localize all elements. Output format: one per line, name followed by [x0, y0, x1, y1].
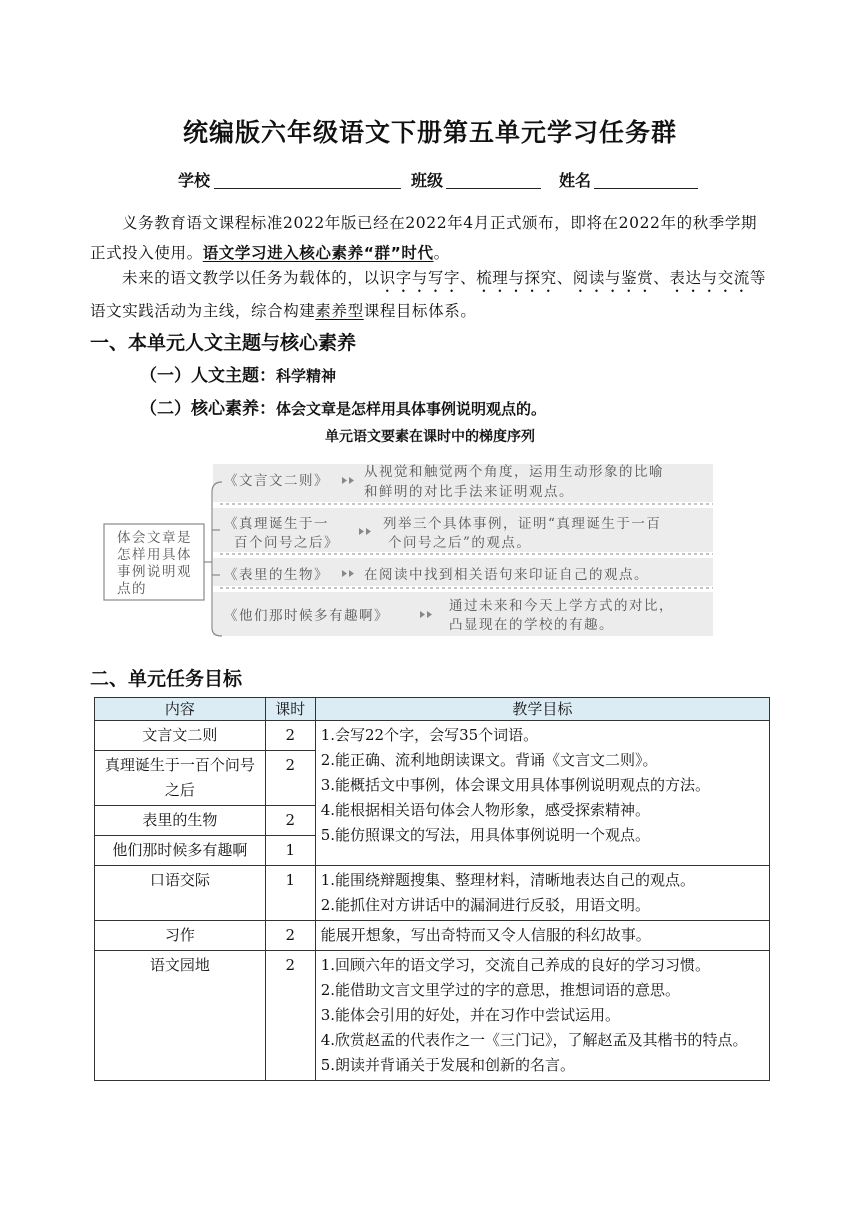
intro-p1-text: 义务教育语文课程标准2022年版已经在2022年4月正式颁布，即将在2022年的秋季学期正式投入使用。 [90, 214, 758, 262]
header-hours: 课时 [265, 698, 315, 721]
theme-label: （一）人文主题： [140, 366, 276, 386]
goal-item: 2.能抓住对方讲话中的漏洞进行反驳，用语文明。 [320, 896, 651, 914]
row-hours: 1 [265, 836, 315, 866]
table-row [95, 921, 770, 951]
class-label: 班级 [411, 171, 444, 190]
goal-item: 2.能借助文言文里学过的字的意思，推想词语的意思。 [320, 981, 681, 999]
goal-item: 3.能体会引用的好处，并在习作中尝试运用。 [320, 1006, 621, 1024]
lesson-1-desc-line2: 和鲜明的对比手法来证明观点。 [364, 484, 574, 500]
class-field[interactable] [446, 188, 541, 189]
row-hours: 2 [265, 751, 315, 806]
lesson-1-desc-line1: 从视觉和触觉两个角度，运用生动形象的比喻 [364, 464, 664, 480]
core-literacy-value: 体会文章是怎样用具体事例说明观点的。 [276, 400, 547, 418]
intro-p1-end: 。 [433, 244, 450, 262]
intro-paragraph-2 [90, 263, 770, 326]
goal-item: 能展开想象，写出奇特而又令人信服的科幻故事。 [320, 926, 651, 944]
row-content: 语文园地 [95, 951, 266, 1081]
row-content: 表里的生物 [95, 806, 266, 836]
row-goals [315, 951, 769, 1081]
table-row [95, 951, 770, 1081]
lesson-2-title-line1: 《真理诞生于一 [224, 516, 329, 532]
intro-p2-b: 等语文实践活动为主线，综合构建 [90, 269, 767, 320]
goal-item: 5.能仿照课文的写法，用具体事例说明一个观点。 [320, 826, 651, 844]
intro-p2-underlined: 素养型 [315, 302, 364, 320]
mindmap-svg [100, 460, 715, 642]
goal-item: 1.会写22个字，会写35个词语。 [320, 726, 539, 744]
document-title: 统编版六年级语文下册第五单元学习任务群 [182, 118, 677, 147]
row-goals-group1 [315, 721, 769, 866]
row-hours: 2 [265, 921, 315, 951]
table-row [95, 866, 770, 921]
goal-item: 2.能正确、流利地朗读课文。背诵《文言文二则》。 [320, 751, 658, 769]
goal-item: 4.欣赏赵孟的代表作之一《三门记》，了解赵孟及其楷书的特点。 [320, 1031, 748, 1049]
lesson-4-desc-line2: 凸显现在的学校的有趣。 [449, 617, 614, 633]
intro-p1-emphasis: 语文学习进入核心素养“群”时代 [202, 244, 434, 262]
lesson-3-title: 《表里的生物》 [224, 567, 329, 583]
goal-item: 3.能概括文中事例，体会课文用具体事例说明观点的方法。 [320, 776, 711, 794]
intro-p2-c: 课程目标体系。 [363, 302, 477, 320]
goal-item: 1.能围绕辩题搜集、整理材料，清晰地表达自己的观点。 [320, 871, 696, 889]
row-hours: 2 [265, 806, 315, 836]
goal-item: 5.朗读并背诵关于发展和创新的名言。 [320, 1056, 576, 1074]
row-goals [315, 921, 769, 951]
row-content: 文言文二则 [95, 721, 266, 751]
table-row [95, 721, 770, 751]
gradient-sequence-diagram [100, 460, 715, 642]
theme-line [140, 361, 336, 386]
row-content: 口语交际 [95, 866, 266, 921]
root-text-2: 怎样用具体 [117, 547, 192, 563]
school-field[interactable] [214, 188, 401, 189]
header-content: 内容 [95, 698, 266, 721]
table-header-row [95, 698, 770, 721]
school-label: 学校 [178, 171, 211, 190]
section2-heading: 二、单元任务目标 [90, 668, 243, 690]
root-text-3: 事例说明观 [117, 564, 192, 580]
task-goals-table [94, 697, 770, 1081]
lesson-2-desc-line1: 列举三个具体事例，证明“真理诞生于一百 [383, 516, 662, 532]
core-literacy-line [140, 394, 546, 419]
intro-paragraph-1 [90, 208, 770, 268]
row-hours: 2 [265, 721, 315, 751]
lesson-2-title-line2: 百个问号之后》 [234, 535, 339, 551]
root-text-4: 点的 [117, 581, 147, 597]
row-content: 习作 [95, 921, 266, 951]
row-hours: 2 [265, 951, 315, 1081]
lesson-1-title: 《文言文二则》 [224, 473, 329, 489]
row-goals [315, 866, 769, 921]
section1-heading: 一、本单元人文主题与核心素养 [90, 332, 357, 354]
theme-value: 科学精神 [276, 367, 337, 385]
name-label: 姓名 [559, 171, 592, 190]
row-hours: 1 [265, 866, 315, 921]
header-goals: 教学目标 [315, 698, 769, 721]
row-content: 他们那时候多有趣啊 [95, 836, 266, 866]
lesson-3-desc: 在阅读中找到相关语句来印证自己的观点。 [364, 567, 649, 583]
intro-p2-dotted: 识字与写字、梳理与探究、阅读与鉴赏、表达与交流 [379, 269, 750, 287]
goal-item: 4.能根据相关语句体会人物形象，感受探索精神。 [320, 801, 651, 819]
name-field[interactable] [594, 188, 698, 189]
intro-p2-a: 未来的语文教学以任务为载体的，以 [122, 269, 380, 287]
row-content: 真理诞生于一百个问号之后 [95, 751, 266, 806]
lesson-4-desc-line1: 通过未来和今天上学方式的对比， [449, 598, 674, 614]
goal-item: 1.回顾六年的语文学习，交流自己养成的良好的学习习惯。 [320, 956, 711, 974]
lesson-4-title: 《他们那时候多有趣啊》 [224, 608, 389, 624]
root-text-1: 体会文章是 [117, 530, 192, 546]
diagram-title: 单元语文要素在课时中的梯度序列 [325, 429, 535, 445]
core-literacy-label: （二）核心素养： [140, 399, 276, 419]
lesson-2-desc-line2: 个问号之后”的观点。 [388, 535, 532, 551]
